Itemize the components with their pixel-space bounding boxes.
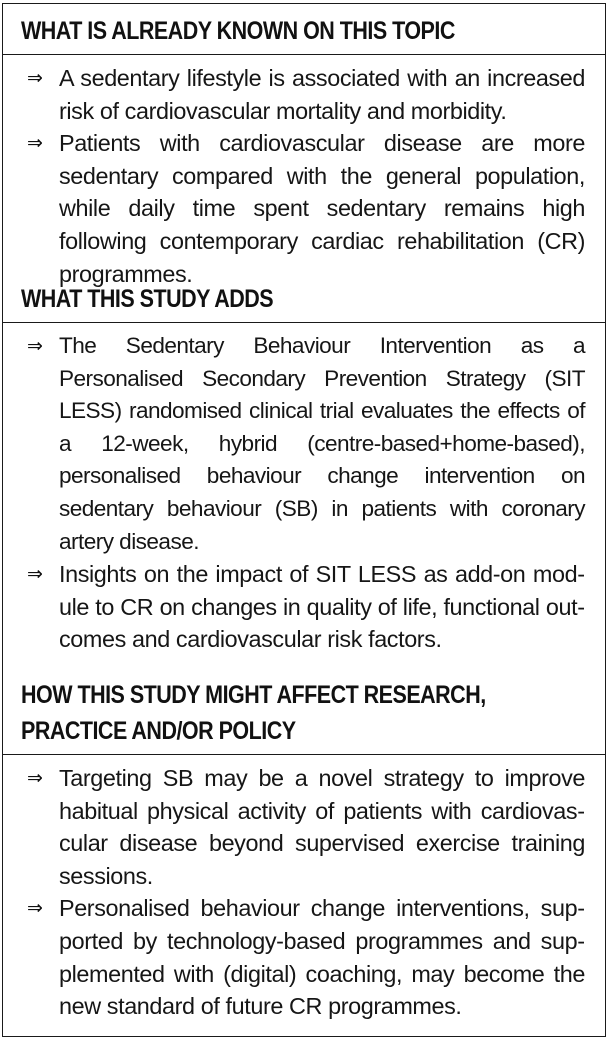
item-text: Patients with cardiovascular disease are more sedentary compared with the general population, while daily time spent sedentary remains high following contemporary cardiac rehabilitation (CR) programmes. [59, 130, 585, 287]
item-text: Targeting SB may be a novel strategy to improve habitual physical activity of patients with cardiovascular disease beyond supervised exercise training sessions. [59, 765, 585, 889]
section-heading-affect-line2: PRACTICE AND/OR POLICY [21, 717, 296, 745]
divider [3, 322, 605, 323]
list-item [27, 762, 586, 892]
item-text: The Sedentary Behaviour Intervention as a Personalised Secondary Prevention Strategy (SIT LESS) randomised clinical trial evaluates the effects of a 12-week, hybrid (centre-based+home-based), personalised behaviour change intervention on sedentary behaviour (SB) in patients with coronary artery disease. [59, 333, 585, 554]
list-item [27, 330, 586, 558]
list-item [27, 62, 586, 127]
right-double-arrow-icon: ⇒ [27, 335, 43, 357]
divider [3, 754, 605, 755]
right-double-arrow-icon: ⇒ [27, 67, 43, 89]
section-known [3, 16, 605, 290]
right-double-arrow-icon: ⇒ [27, 563, 43, 586]
right-double-arrow-icon: ⇒ [27, 897, 43, 920]
section-heading-affect-line1: HOW THIS STUDY MIGHT AFFECT RESEARCH, [21, 681, 486, 709]
section-affect [3, 680, 605, 1023]
key-messages-box [2, 3, 606, 1037]
right-double-arrow-icon: ⇒ [27, 132, 43, 155]
section-heading-adds: WHAT THIS STUDY ADDS [21, 285, 274, 313]
list-item [27, 558, 586, 656]
section-adds [3, 284, 605, 656]
divider [3, 54, 605, 55]
right-double-arrow-icon: ⇒ [27, 767, 43, 789]
list-item [27, 127, 586, 290]
list-item [27, 892, 586, 1022]
item-text: Personalised behaviour change interventions, supported by technology-based programmes and supplemented with (digital) coaching, may become the new standard of future CR programmes. [59, 895, 585, 1020]
section-heading-known: WHAT IS ALREADY KNOWN ON THIS TOPIC [21, 17, 455, 45]
item-text: Insights on the impact of SIT LESS as add-on module to CR on changes in quality of life, functional outcomes and cardiovascular risk factors. [59, 561, 585, 653]
item-text: A sedentary lifestyle is associated with an increased risk of cardiovascular mortality and morbidity. [59, 65, 585, 124]
